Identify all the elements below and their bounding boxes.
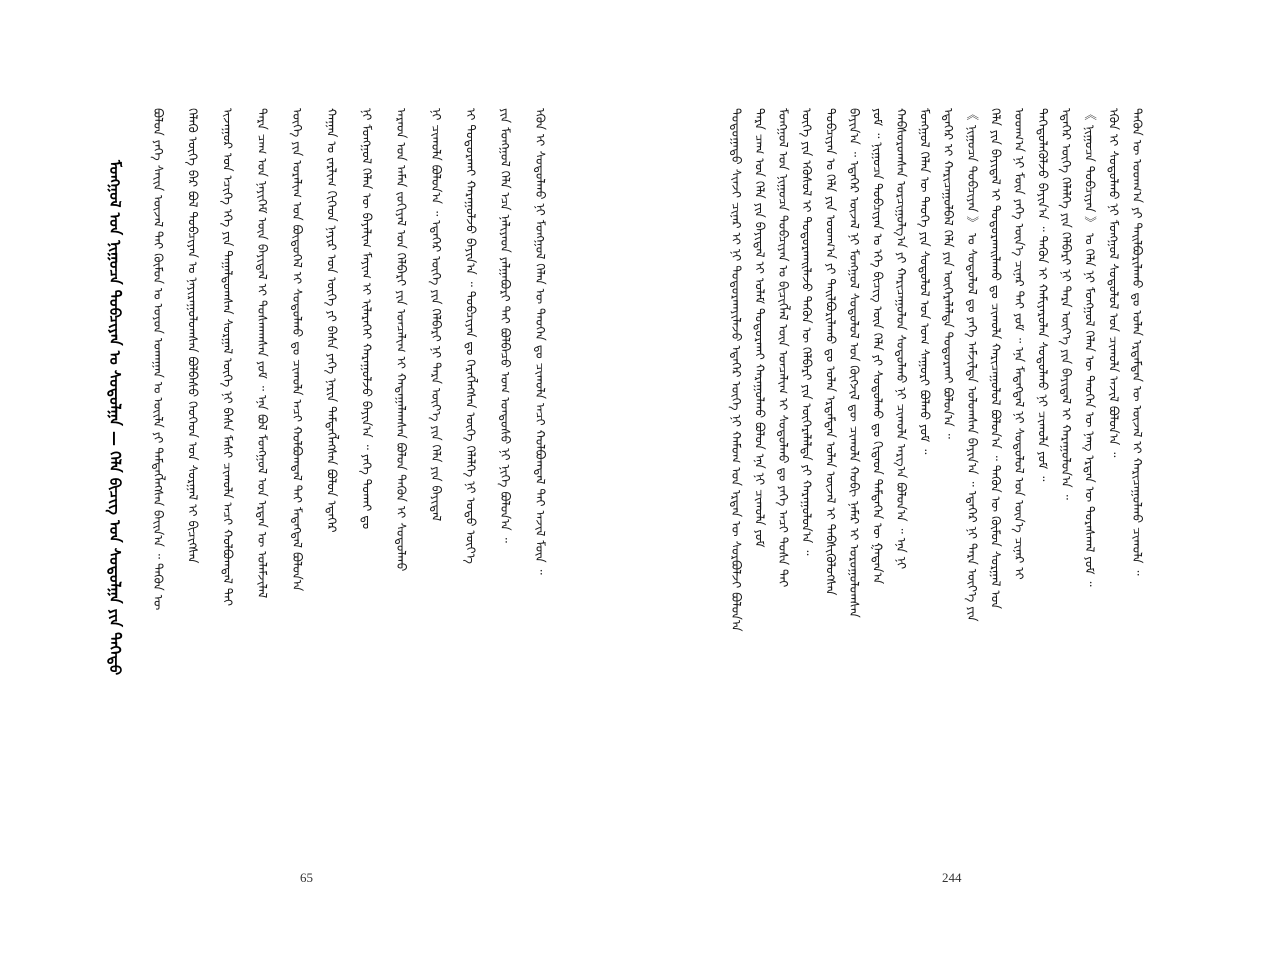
text-column: ᠬᠡᠯᠡ ᠶᠢᠨ ᠪᠠᠶᠢᠳᠠᠯ ᠢ ᠲᠣᠳᠣᠷᠬᠠᠢᠯᠠᠬᠤ ᠳᠤ ᠴᠢᠬᠤᠯᠠ ᠬᠠᠷᠢᠴᠠᠭᠤᠯᠤᠯ ᠪᠣᠯᠤᠨ᠎ᠠ ᠃ ᠲᠡᠭᠦᠨ ᠦ ᠬᠦᠮᠦᠨ ᠰᠤᠷᠭᠠᠯ ᠤᠨ <box>988 108 1004 609</box>
text-column: ᠲᠣᠪᠴᠢᠶᠠᠨ ᠤ ᠬᠡᠯᠡ ᠶᠢᠨ ᠤᠳᠬ᠎ᠠ ᠶᠢ ᠲᠠᠢᠯᠪᠤᠷᠢᠯᠠᠬᠤ ᠳᠤ ᠣᠯᠠᠨ ᠡᠷᠳᠡᠮᠲᠡᠨ ᠣᠯᠠᠨ ᠦᠵᠡᠯ ᠢ ᠳᠡᠪᠰᠢᠭᠦᠯᠦᠭᠰᠡᠨ <box>823 108 839 596</box>
text-column: ᠶᠤᠮ ᠃ ᠨᠢᠭᠤᠴᠠ ᠲᠣᠪᠴᠢᠶᠠᠨ ᠤ ᠡᠬᠡ ᠪᠢᠴᠢᠭ ᠦᠨ ᠬᠡᠯᠡ ᠶᠢ ᠰᠤᠳᠤᠯᠬᠤ ᠳᠤ ᠬᠢᠳᠠᠳ ᠲᠡᠮᠳᠡᠭᠡᠨ ᠦ ᠭᠠᠳᠠᠨ᠎ᠠ <box>870 108 886 585</box>
text-column: ᠲᠡᠭᠦᠨ ᠦ ᠤᠳᠬ᠎ᠠ ᠶᠢ ᠲᠠᠢᠯᠪᠤᠷᠢᠯᠠᠬᠤ ᠳᠤ ᠣᠯᠠᠨ ᠡᠷᠳᠡᠮᠲᠡᠨ ᠦ ᠦᠵᠡᠯ ᠢ ᠬᠠᠷᠢᠴᠠᠭᠤᠯᠬᠤ ᠴᠢᠬᠤᠯᠠ ᠃ <box>1129 108 1145 576</box>
text-column: ᠢᠵᠠᠭᠤᠷ ᠤᠨ ᠡᠴᠢᠭᠡ ᠡᠬᠡ ᠶᠢᠨ ᠳᠠᠭᠠᠯᠳᠤᠭᠰᠠᠨ ᠰᠤᠷᠭᠠᠯ ᠦᠭᠡ ᠨᠢ ᠪᠠᠰᠠ ᠮᠠᠰᠢ ᠴᠢᠬᠤᠯᠠ ᠠᠴᠢ ᠬᠣᠯᠪᠣᠭᠳᠠᠯ ᠲᠠᠢ <box>220 108 236 607</box>
page-number: 244 <box>942 870 962 885</box>
text-column: ᠡᠭᠦᠨ ᠢ ᠰᠤᠳᠤᠯᠬᠤ ᠨᠢ ᠮᠣᠩᠭᠣᠯ ᠬᠡᠯᠡᠨ ᠦ ᠲᠡᠦᠬᠡᠨ ᠳᠤ ᠴᠢᠬᠤᠯᠠ ᠠᠴᠢ ᠬᠣᠯᠪᠣᠭᠳᠠᠯ ᠲᠠᠢ ᠠᠵᠢᠯ ᠮᠥᠨ ᠃ <box>532 108 548 575</box>
text-column: ᠤᠳᠬ᠎ᠠ ᠨᠢ ᠮᠥᠨ ᠶᠡᠬᠡ ᠦᠨ᠎ᠡ ᠴᠢᠨᠠᠷ ᠲᠠᠢ ᠶᠤᠮ ᠃ ᠡᠨᠡ ᠮᠡᠳᠡᠭᠳᠡᠯ ᠨᠢ ᠰᠤᠳᠤᠯᠤᠯ ᠤᠨ ᠦᠨ᠎ᠡ ᠴᠢᠨᠠᠷ ᠢ <box>1011 108 1027 580</box>
text-column: ᠡᠳᠡᠭᠡᠷ ᠦᠭᠡ ᠬᠡᠯᠡᠯᠭᠡ ᠶᠢᠨ ᠬᠡᠯᠪᠡᠷᠢ ᠨᠢ ᠲᠡᠷᠡ ᠦᠶ᠎ᠡ ᠶᠢᠨ ᠪᠠᠶᠢᠳᠠᠯ ᠢ ᠬᠠᠷᠠᠭᠤᠯᠤᠨ᠎ᠠ ᠃ <box>1059 108 1075 500</box>
text-column: ᠶᠢᠨ ᠮᠣᠩᠭᠣᠯ ᠬᠡᠯᠡ ᠡᠴᠡ ᠨᠡᠯᠢᠶᠡᠳ ᠶᠠᠯᠭᠠᠪᠤᠷᠢ ᠲᠠᠢ ᠪᠣᠯᠪᠠᠴᠤ ᠤᠭ ᠤᠨᠳᠤᠰᠤ ᠨᠢ ᠨᠢᠭᠡ ᠪᠣᠯᠤᠨ᠎ᠠ ᠃ <box>498 108 514 543</box>
text-column: ᠮᠣᠩᠭᠣᠯ ᠤᠨ ᠨᠢᠭᠤᠴᠠ ᠲᠣᠪᠴᠢᠶᠠᠨ ᠤ ᠪᠢᠴᠢᠭᠯᠡᠯ ᠦᠨ ᠣᠨᠴᠠᠯᠢᠭ ᠢ ᠰᠤᠳᠤᠯᠬᠤ ᠳᠤ ᠶᠡᠬᠡ ᠠᠴᠢ ᠲᠤᠰᠠ ᠲᠠᠢ <box>776 108 792 588</box>
text-column: ᠦᠭᠡ ᠶᠢᠨ ᠤᠷᠠᠯᠢᠭ ᠤᠨ ᠪᠦᠲᠦᠭᠡᠯ ᠢ ᠰᠤᠳᠤᠯᠬᠤ ᠳᠤ ᠴᠢᠬᠤᠯᠠ ᠠᠴᠢ ᠬᠣᠯᠪᠣᠭᠳᠠᠯ ᠲᠠᠢ ᠮᠡᠳᠡᠭᠳᠡᠯ ᠪᠣᠯᠤᠨ᠎ᠠ <box>289 108 305 592</box>
text-column: ᠪᠣᠯᠤᠨ ᠶᠡᠬᠡ ᠰᠠᠶ᠋ᠢᠨ ᠦᠵᠡᠯ ᠲᠡᠢ ᠬᠦᠮᠦᠨ ᠤ ᠣᠶᠤᠨ ᠤᠬᠠᠭᠠᠨ ᠤ ᠦᠢᠯᠡ ᠶᠢ ᠲᠡᠮᠳᠡᠭᠯᠡᠭᠰᠡᠨ ᠪᠠᠶ᠋ᠢᠨ᠎ᠠ ᠃ ᠲᠡᠭᠦᠨ ᠦ <box>151 108 166 611</box>
text-column: ᠳᠡᠭᠡᠳᠦᠯᠡᠭᠦᠯᠵᠦ ᠪᠠᠶᠢᠨ᠎ᠠ ᠃ ᠲᠡᠭᠦᠨ ᠢ ᠬᠠᠮᠢᠶᠠᠷᠤᠯᠠᠨ ᠰᠤᠳᠤᠯᠬᠤ ᠨᠢ ᠴᠢᠬᠤᠯᠠ ᠶᠤᠮ ᠃ <box>1035 108 1051 482</box>
right-page <box>633 0 1265 978</box>
text-column: ᠦᠭᠡ ᠶᠢᠨ ᠡᠭᠦᠰᠦᠯ ᠢ ᠲᠣᠳᠣᠷᠬᠠᠢᠯᠠᠵᠤ ᠲᠡᠭᠦᠨ ᠦ ᠬᠡᠯᠪᠡᠷᠢ ᠶᠢᠨ ᠥᠭᠡᠷᠡᠯᠡᠯᠲᠡ ᠶᠢ ᠬᠠᠷᠠᠭᠤᠯᠤᠨ᠎ᠠ ᠃ <box>799 108 815 556</box>
text-column: ᠲᠡᠷᠡ ᠴᠠᠭ ᠤᠨ ᠬᠡᠯᠡ ᠶᠢᠨ ᠪᠠᠶᠢᠳᠠᠯ ᠢ ᠤᠯᠠᠮ ᠲᠣᠳᠣᠷᠬᠠᠢ ᠬᠠᠷᠠᠭᠤᠯᠬᠤ ᠪᠣᠯᠤᠨ ᠡᠨᠡ ᠨᠢ ᠴᠢᠬᠤᠯᠠ ᠶᠤᠮ <box>752 108 768 548</box>
text-column: ᠬᠠᠪᠰᠤᠷᠤᠭᠰᠠᠨ ᠣᠷᠴᠢᠭᠤᠯᠭ᠎ᠠ ᠶᠢ ᠬᠠᠷᠢᠴᠠᠭᠤᠯᠤᠨ ᠰᠤᠳᠤᠯᠬᠤ ᠨᠢ ᠴᠢᠬᠤᠯᠠ ᠠᠷᠭ᠎ᠠ ᠪᠣᠯᠤᠨ᠎ᠠ ᠃ ᠡᠨᠡ ᠨᠢ <box>894 108 910 570</box>
running-head: ᠮᠣᠩᠭᠣᠯ ᠤᠨ ᠨᠢᠭᠤᠴᠠ ᠲᠣᠪᠴᠢᠶᠠᠨ ᠤ ᠰᠤᠳᠤᠯᠭᠠ — ᠬᠡᠯᠡ ᠪᠢᠴᠢᠭ ᠤᠨ ᠰᠤᠳᠤᠯᠭᠠ ᠶᠢᠨ ᠳᠡᠭᠡᠳᠦ <box>106 160 124 676</box>
text-column: ᠮᠣᠩᠭᠣᠯ ᠬᠡᠯᠡᠨ ᠦ ᠲᠡᠦᠬᠡ ᠶᠢᠨ ᠰᠤᠳᠤᠯᠤᠯ ᠤᠨ ᠤᠭ ᠰᠠᠭᠤᠷᠢ ᠪᠣᠯᠬᠤ ᠶᠤᠮ ᠃ <box>917 108 933 455</box>
left-text-block <box>150 108 548 850</box>
text-column: ᠡᠭᠦᠨ ᠢ ᠰᠤᠳᠤᠯᠬᠤ ᠨᠢ ᠮᠣᠩᠭᠣᠯ ᠰᠤᠳᠤᠯᠤᠯ ᠤᠨ ᠴᠢᠬᠤᠯᠠ ᠠᠵᠢᠯ ᠪᠣᠯᠤᠨ᠎ᠠ ᠃ <box>1106 108 1122 458</box>
text-column: ᠬᠡᠯᠡᠬᠦ ᠦᠭᠡ ᠪᠡᠷ ᠪᠣᠯ ᠲᠣᠪᠴᠢᠶᠠᠨ ᠤ ᠨᠠᠶᠢᠷᠠᠭᠤᠯᠤᠭᠰᠠᠨ ᠪᠣᠯᠪᠠᠰᠤ ᠬᠡᠦᠬᠡᠳ ᠤᠨ ᠰᠤᠷᠭᠠᠯ ᠢ ᠪᠢᠴᠢᠭᠰᠡᠨ <box>185 108 201 564</box>
text-column: ᠡᠳᠡᠭᠡᠷ ᠢ ᠬᠠᠷᠢᠴᠠᠭᠤᠯᠪᠠᠯ ᠬᠡᠯᠡ ᠶᠢᠨ ᠥᠭᠡᠷᠡᠯᠡᠯᠲᠡ ᠲᠣᠳᠣᠷᠬᠠᠢ ᠪᠣᠯᠤᠨ᠎ᠠ ᠃ <box>941 108 957 439</box>
right-text-block <box>728 108 1145 850</box>
left-page <box>0 0 632 978</box>
page-number: 65 <box>300 870 313 885</box>
text-column: ᠳᠣᠲᠣᠭᠠᠳᠤ ᠰᠢᠨᠵᠢ ᠴᠢᠨᠠᠷ ᠢ ᠨᠢ ᠲᠣᠳᠣᠷᠬᠠᠶᠢᠯᠠᠵᠤ ᠡᠳᠡᠭᠡᠷ ᠦᠭᠡ ᠨᠢ ᠬᠠᠮᠤᠭ ᠤᠨ ᠡᠷᠲᠡᠨ ᠦ ᠰᠤᠷᠪᠤᠯᠵᠢ ᠪᠣᠯᠤᠨ᠎ᠠ <box>729 108 744 632</box>
text-column: 《 ᠨᠢᠭᠤᠴᠠ ᠲᠣᠪᠴᠢᠶᠠᠨ 》 ᠤ ᠬᠡᠯᠡ ᠨᠢ ᠮᠣᠩᠭᠣᠯ ᠬᠡᠯᠡᠨ ᠦ ᠲᠡᠦᠬᠡᠨ ᠦ ᠨᠡᠩ ᠡᠷᠲᠡᠨ ᠦ ᠳᠤᠷᠠᠰᠬᠠᠯ ᠶᠤᠮ ᠃ <box>1082 108 1098 587</box>
text-column: ᠨᠢ ᠴᠢᠬᠤᠯᠠ ᠪᠣᠯᠤᠨ᠎ᠠ ᠃ ᠡᠳᠡᠭᠡᠷ ᠦᠭᠡ ᠶᠢᠨ ᠬᠡᠯᠪᠡᠷᠢ ᠨᠢ ᠲᠡᠷᠡ ᠦᠶ᠎ᠡ ᠶᠢᠨ ᠬᠡᠯᠡ ᠶᠢᠨ ᠪᠠᠶᠢᠳᠠᠯ <box>428 108 444 522</box>
text-column: ᠪᠠᠶᠢᠨ᠎ᠠ ᠃ ᠡᠳᠡᠭᠡᠷ ᠦᠵᠡᠯ ᠨᠢ ᠮᠣᠩᠭᠣᠯ ᠰᠤᠳᠤᠯᠤᠯ ᠤᠨ ᠬᠥᠭᠵᠢᠯ ᠳᠦ ᠴᠢᠬᠤᠯᠠ ᠬᠤᠪᠢ ᠨᠡᠮᠡᠷ ᠢ ᠣᠷᠣᠭᠤᠯᠤᠭᠰᠠᠨ <box>846 108 862 618</box>
text-column: ᠨᠢ ᠮᠣᠩᠭᠣᠯ ᠬᠡᠯᠡᠨ ᠦ ᠪᠠᠶᠠᠯᠢᠭ ᠮᠠᠶᠢᠭ ᠢ ᠢᠯᠡᠷᠡᠬᠡᠢ ᠬᠠᠷᠠᠭᠤᠯᠵᠤ ᠪᠠᠶᠢᠨ᠎ᠠ ᠃ ᠶᠡᠬᠡ ᠲᠤᠬᠠᠢ ᠳᠤ <box>359 108 375 530</box>
text-column: ᠲᠡᠷᠡ ᠴᠠᠭ ᠤᠨ ᠨᠡᠶᠢᠭᠡᠮ ᠦᠨ ᠪᠠᠶᠢᠳᠠᠯ ᠢ ᠲᠤᠰᠬᠠᠭᠰᠠᠨ ᠶᠤᠮ ᠃ ᠡᠨᠡ ᠪᠣᠯ ᠮᠣᠩᠭᠣᠯ ᠤᠨ ᠡᠷᠲᠡᠨ ᠦ ᠤᠯᠠᠮᠵᠢᠯᠠᠯ <box>255 108 271 599</box>
text-column: 《 ᠨᠢᠭᠤᠴᠠ ᠲᠣᠪᠴᠢᠶᠠᠨ 》 ᠤ ᠰᠤᠳᠤᠯᠤᠯ ᠳᠤ ᠶᠡᠬᠡ ᠠᠮᠵᠢᠯᠲᠠ ᠣᠯᠤᠭᠰᠠᠨ ᠪᠠᠶᠢᠨ᠎ᠠ ᠃ ᠡᠳᠡᠭᠡᠷ ᠨᠢ ᠲᠡᠷᠡ ᠦᠶ᠎ᠡ ᠶᠢᠨ <box>964 108 980 622</box>
text-column: ᠬᠠᠭᠠᠨ ᠤ ᠵᠠᠷᠯᠢᠭ ᠬᠢᠭᠡᠳ ᠨᠠᠶᠢᠷ ᠤᠨ ᠦᠭᠡ ᠶᠢ ᠪᠠᠰᠠ ᠶᠡᠬᠡ ᠨᠠᠷᠢᠨ ᠲᠡᠮᠳᠡᠭᠯᠡᠭᠰᠡᠨ ᠪᠣᠯᠤᠨ ᠡᠳᠡᠭᠡᠷ <box>324 108 340 533</box>
text-column: ᠢ ᠲᠣᠳᠤᠷᠬᠠᠶ ᠬᠠᠷᠠᠭᠤᠯᠵᠤ ᠪᠠᠶᠢᠨ᠎ᠠ ᠃ ᠲᠣᠪᠴᠢᠶᠠᠨ ᠳᠤ ᠬᠡᠷᠡᠭᠯᠡᠭᠰᠡᠨ ᠦᠭᠡ ᠬᠡᠯᠡᠯᠭᠡ ᠨᠢ ᠣᠳᠣ ᠦᠶ᠎ᠡ <box>463 108 479 564</box>
text-column: ᠠᠷᠠᠳ ᠤᠨ ᠠᠮᠠᠨ ᠵᠣᠬᠢᠶᠠᠯ ᠤᠨ ᠬᠡᠯᠪᠡᠷᠢ ᠶᠢᠨ ᠣᠨᠴᠠᠯᠢᠭ ᠢ ᠬᠠᠳᠠᠭᠠᠯᠠᠭᠰᠠᠨ ᠪᠣᠯᠤᠨ ᠲᠡᠭᠦᠨ ᠢ ᠰᠤᠳᠤᠯᠬᠤ <box>394 108 410 572</box>
